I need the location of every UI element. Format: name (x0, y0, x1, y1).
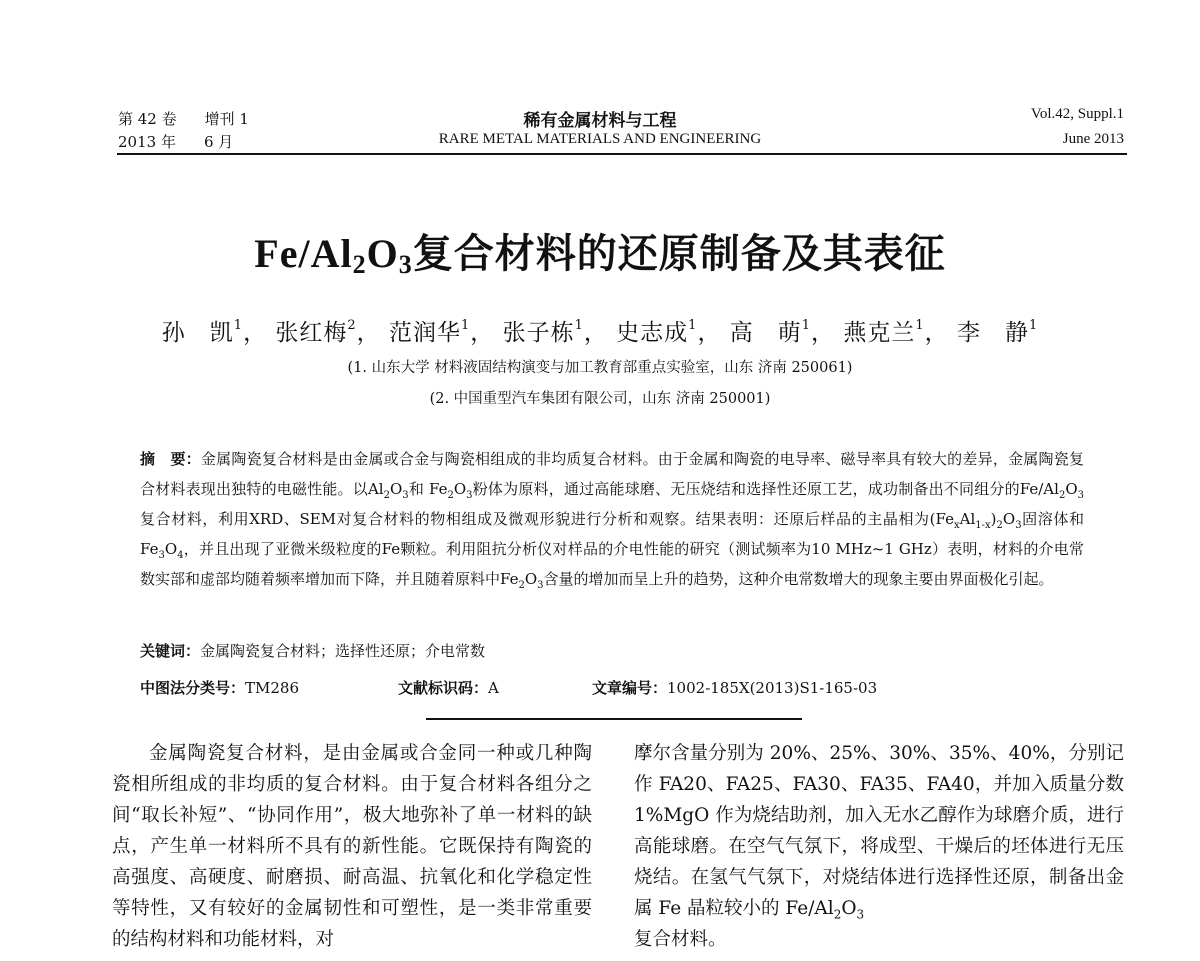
author: 张红梅$^2$， (275, 318, 381, 346)
year: 2013 年 (118, 133, 176, 151)
date-en: June 2013 (1062, 131, 1124, 147)
article-number: 文章编号：1002-185X(2013)S1-165-03 (592, 679, 878, 697)
volume: 第 42 卷 (118, 110, 177, 128)
volume-en: Vol.42, Suppl.1 (1030, 106, 1124, 122)
author: 李 静$^1$ (956, 318, 1039, 346)
author: 史志成$^1$， (616, 318, 722, 346)
abstract-label: 摘 要： (140, 450, 201, 468)
paper-title: $Fe/Al_2O_3$复合材料的还原制备及其表征 (254, 231, 946, 279)
journal-title-en: RARE METAL MATERIALS AND ENGINEERING (438, 131, 762, 147)
body-right-column (634, 738, 1124, 955)
section-rule (426, 718, 802, 720)
clc-number: 中图法分类号：TM286 (140, 679, 300, 697)
keywords-label: 关键词： (140, 642, 201, 660)
author: 燕克兰$^1$， (843, 318, 949, 346)
header-rule (117, 153, 1127, 155)
author: 孙 凯$^1$， (161, 318, 268, 346)
affiliation-2: (2. 中国重型汽车集团有限公司，山东 济南 250001) (429, 391, 771, 407)
affiliation-1: (1. 山东大学 材料液固结构演变与加工教育部重点实验室，山东 济南 250061) (347, 360, 853, 376)
author: 张子栋$^1$， (502, 318, 608, 346)
month: 6 月 (203, 133, 234, 151)
body-left-column (112, 738, 592, 955)
journal-title-cn: 稀有金属材料与工程 (523, 111, 677, 131)
author: 高 萌$^1$， (729, 318, 836, 346)
paragraph: 金属陶瓷复合材料，是由金属或合金同一种或几种陶瓷相所组成的非均质的复合材料。由于复合材料各组分之间“取长补短”、“协同作用”，极大地弥补了单一材料的缺点，产生单一材料所不具有的新性能。它既保持有陶瓷的高强度、高硬度、耐磨损、耐高温、抗氧化和化学稳定性等特性，又有较好的金属韧性和可塑性，是一类非常重要的结构材料和功能材料，对 (112, 743, 592, 950)
author-list (0, 314, 1200, 347)
paragraph: 摩尔含量分别为 20%、25%、30%、35%、40%，分别记作 FA20、FA25、FA30、FA35、FA40，并加入质量分数 1%MgO 作为烧结助剂，加入无水乙醇作为球磨介质，进行高能球磨。在空气气氛下，将成型、干燥后的坯体进行无压烧结。在氢气气氛下，对烧结体进行选择性还原，制备出金属 Fe 晶粒较小的 $Fe/Al_2O_3$ 复合材料。 (634, 743, 1124, 950)
abstract: 摘 要：金属陶瓷复合材料是由金属或合金与陶瓷相组成的非均质复合材料。由于金属和陶瓷的电导率、磁导率具有较大的差异，金属陶瓷复合材料表现出独特的电磁性能。以$Al_2O_3$和 $Fe_2O_3$粉体为原料，通过高能球磨、无压烧结和选择性还原工艺，成功制备出不同组分的$Fe/Al_2O_3$复合材料，利用XRD、SEM对复合材料的物相组成及微观形貌进行分析和观察。结果表明：还原后样品的主晶相为$(Fe_xAl_{1-x})_2O_3$固溶体和$Fe_3O_4$，并且出现了亚微米级粒度的Fe颗粒。利用阻抗分析仪对样品的介电性能的研究（测试频率为10 MHz~1 GHz）表明，材料的介电常数实部和虚部均随着频率增加而下降，并且随着原料中$Fe_2O_3$含量的增加而呈上升的趋势，这种介电常数增大的现象主要由界面极化引起。 (140, 450, 1084, 591)
keywords (140, 640, 485, 661)
document-code: 文献标识码：A (398, 679, 499, 697)
author: 范润华$^1$， (388, 318, 495, 346)
issue: 增刊 1 (204, 110, 249, 128)
keywords-text: 金属陶瓷复合材料；选择性还原；介电常数 (200, 642, 486, 660)
